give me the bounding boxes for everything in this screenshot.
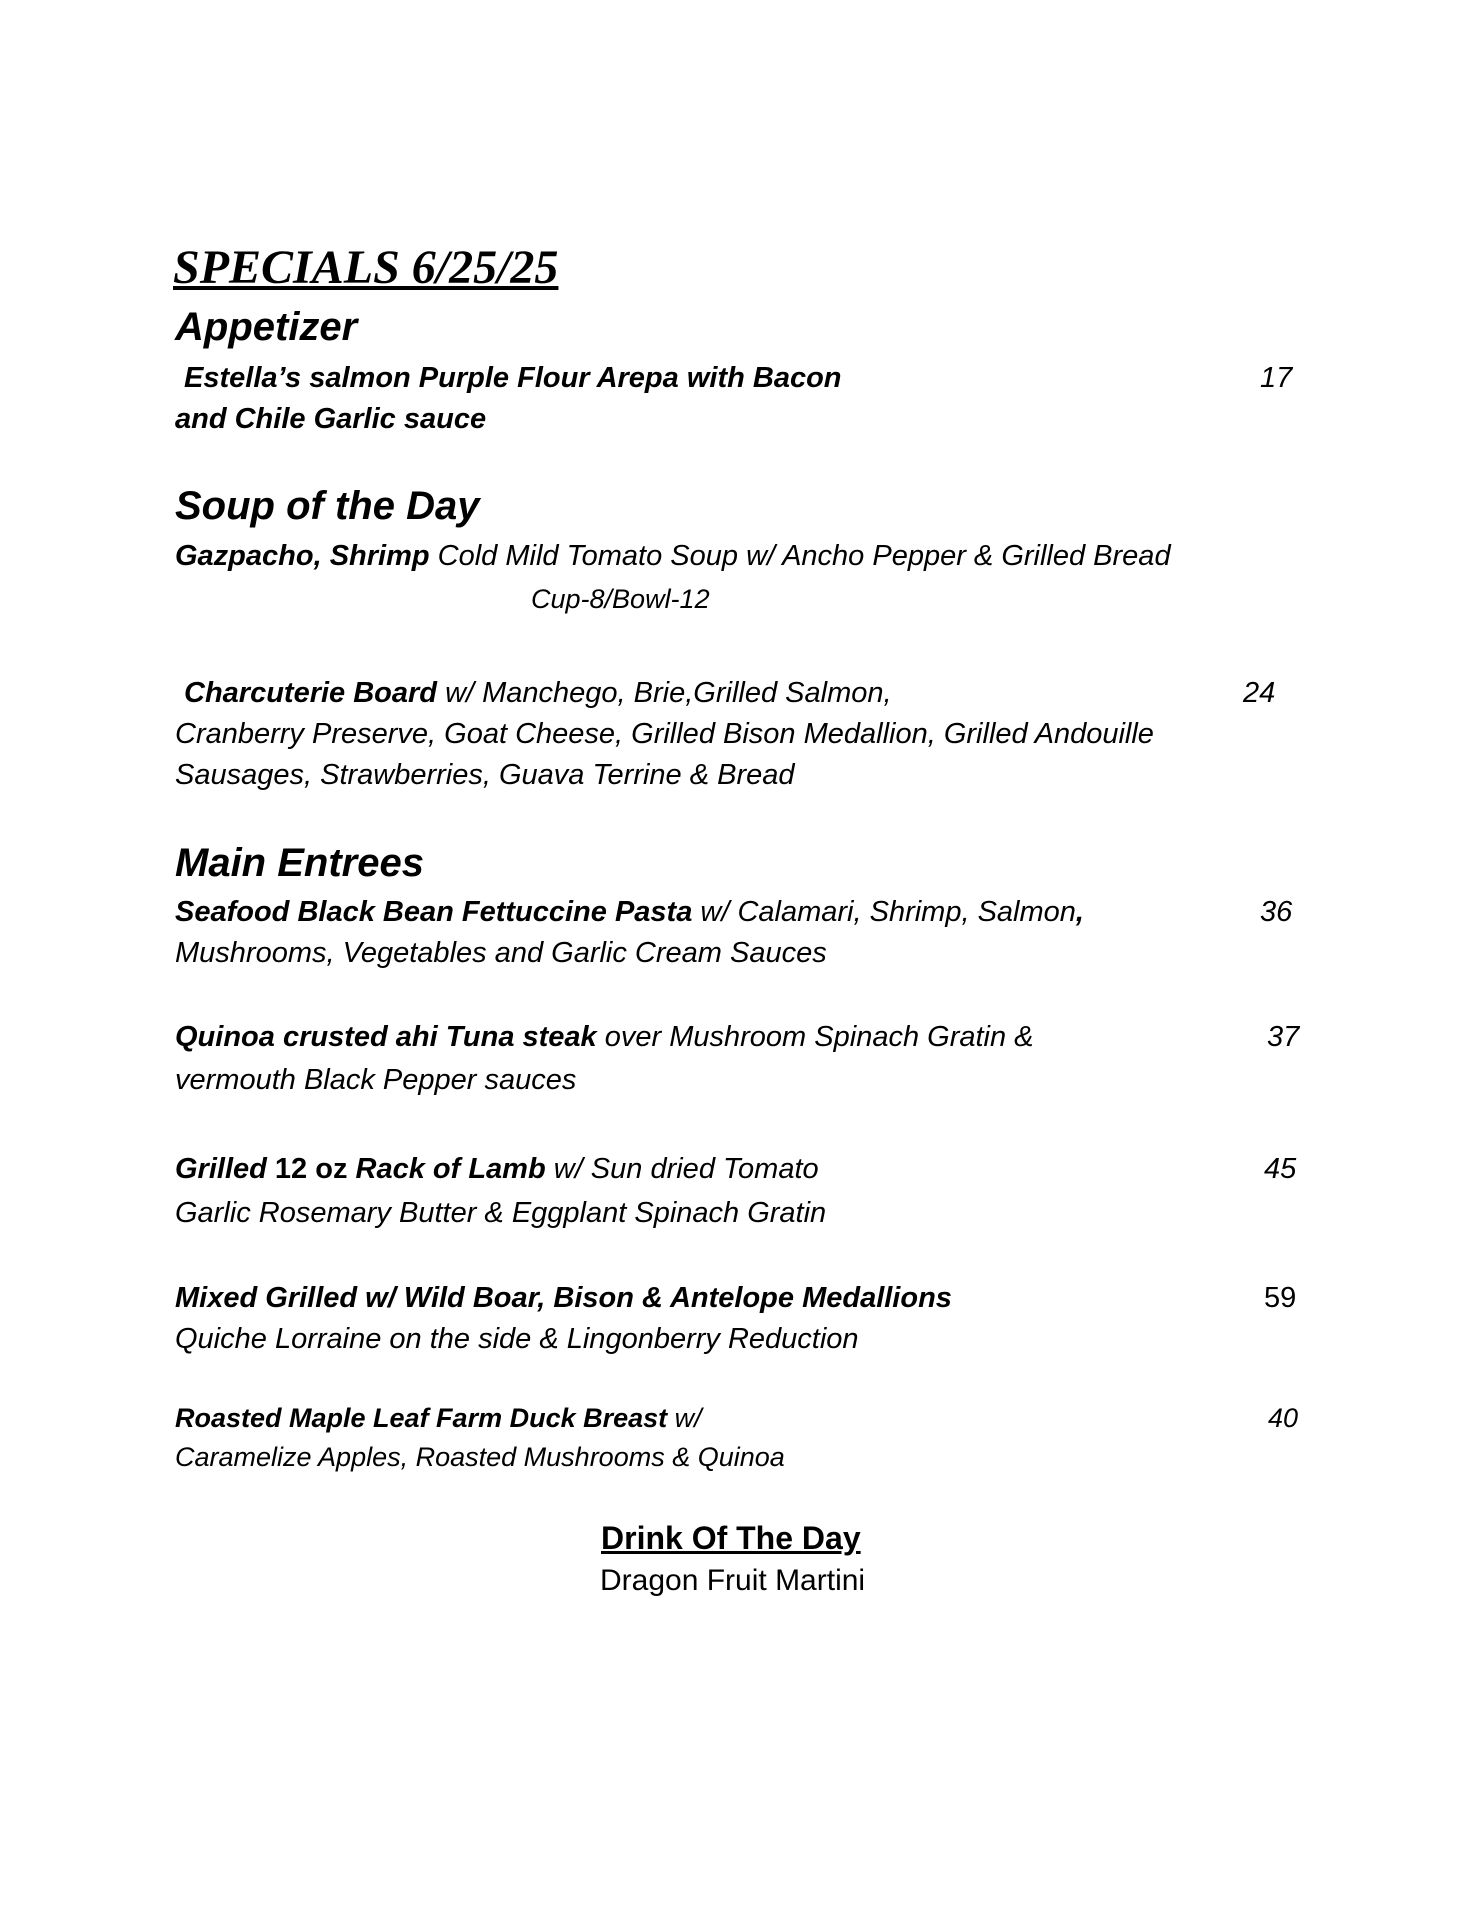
drink-name: Dragon Fruit Martini: [600, 1564, 866, 1597]
main-item-2-price: 37: [1267, 1021, 1300, 1053]
soup-name: Gazpacho, Shrimp: [175, 540, 430, 572]
charcuterie-description: w/ Manchego, Brie,Grilled Salmon,: [437, 677, 892, 709]
soup-heading: Soup of the Day: [175, 484, 480, 528]
main-item-3-line-2: Garlic Rosemary Butter & Eggplant Spinach Gratin: [175, 1197, 827, 1229]
drink-heading: Drink Of The Day: [601, 1520, 861, 1556]
main-item-4-name: Mixed Grilled w/ Wild Boar, Bison & Antelope Medallions: [175, 1282, 952, 1314]
appetizer-heading: Appetizer: [175, 305, 358, 349]
appetizer-line-2: and Chile Garlic sauce: [175, 403, 487, 435]
charcuterie-line-3: Sausages, Strawberries, Guava Terrine & Bread: [175, 759, 795, 791]
charcuterie-line-1: [184, 677, 892, 710]
main-item-5-name: Roasted Maple Leaf Farm Duck Breast: [175, 1403, 668, 1433]
main-item-3-name-c: Rack of Lamb: [355, 1153, 546, 1185]
main-item-2-line-1: [175, 1021, 1034, 1054]
main-item-3-price: 45: [1264, 1153, 1297, 1185]
charcuterie-name: Charcuterie Board: [184, 677, 438, 709]
soup-description: Cold Mild Tomato Soup w/ Ancho Pepper & Grilled Bread: [429, 540, 1171, 572]
main-item-2-description: over Mushroom Spinach Gratin &: [596, 1021, 1034, 1053]
main-item-1-price: 36: [1260, 896, 1293, 928]
main-item-2-line-2: vermouth Black Pepper sauces: [175, 1064, 577, 1096]
main-item-5-line-1: [175, 1403, 702, 1434]
main-item-1-description: w/ Calamari, Shrimp, Salmon: [692, 896, 1076, 928]
main-item-5-price: 40: [1268, 1403, 1299, 1433]
main-item-3-name-a: Grilled: [175, 1153, 267, 1185]
charcuterie-price: 24: [1243, 677, 1276, 709]
main-item-4-price: 59: [1264, 1282, 1297, 1314]
main-item-3-name-b: 12 oz: [266, 1153, 356, 1185]
charcuterie-line-2: Cranberry Preserve, Goat Cheese, Grilled Bison Medallion, Grilled Andouille: [175, 718, 1154, 750]
appetizer-price: 17: [1260, 362, 1293, 394]
soup-line: [175, 540, 1171, 573]
main-item-1-line-2: Mushrooms, Vegetables and Garlic Cream Sauces: [175, 937, 827, 969]
main-item-3-line-1: [175, 1153, 819, 1186]
main-item-1-line-1: [175, 896, 1084, 929]
mains-heading: Main Entrees: [175, 841, 424, 885]
main-item-5-line-2: Caramelize Apples, Roasted Mushrooms & Quinoa: [175, 1442, 785, 1472]
appetizer-line-1: Estella’s salmon Purple Flour Arepa with Bacon: [184, 362, 842, 394]
main-item-2-name: Quinoa crusted ahi Tuna steak: [175, 1021, 597, 1053]
main-item-1-name: Seafood Black Bean Fettuccine Pasta: [175, 896, 693, 928]
main-item-4-line-2: Quiche Lorraine on the side & Lingonberry Reduction: [175, 1323, 859, 1355]
main-item-1-comma: ,: [1075, 896, 1084, 928]
main-item-3-description: w/ Sun dried Tomato: [545, 1153, 819, 1185]
page-title: SPECIALS 6/25/25: [173, 241, 559, 294]
main-item-5-description: w/: [667, 1403, 702, 1433]
soup-sizes: Cup-8/Bowl-12: [531, 584, 710, 614]
